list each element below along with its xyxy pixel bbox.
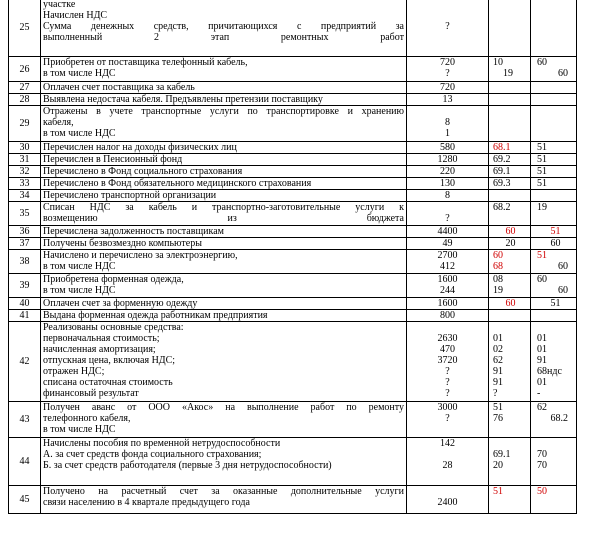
description-line: в том числе НДС [43,424,116,435]
row-number: 40 [9,298,41,310]
ledger-body [9,0,577,514]
operation-description [41,250,407,274]
amount-value: 1280 [437,154,458,165]
operation-description [41,486,407,514]
amount-value: 8 [445,190,450,201]
description-line: Реализованы основные средства: [43,322,184,333]
credit-account-cell [531,57,577,82]
operation-description [41,322,407,402]
table-row [9,82,577,94]
row-number: 45 [9,486,41,514]
credit-account-cell [531,402,577,438]
credit-account-cell [531,178,577,190]
credit-account: - [537,388,541,399]
amount-value [409,202,486,213]
amount-cell [407,94,489,106]
debit-account-cell [489,94,531,106]
credit-account-cell [531,238,577,250]
amount-value [409,449,486,460]
amount-value: 1 [445,128,450,139]
credit-account: 60 [558,285,568,296]
row-number: 29 [9,106,41,142]
debit-account: 69.2 [493,154,511,165]
row-number: 42 [9,322,41,402]
amount-cell [407,238,489,250]
credit-account: 70 [537,460,547,471]
credit-account: 01 [537,377,547,388]
debit-account-cell [489,438,531,486]
debit-account: 69.1 [493,166,511,177]
credit-account: 51 [537,250,547,261]
credit-account: 51 [537,166,547,177]
row-number: 39 [9,274,41,298]
table-row [9,274,577,298]
credit-account-cell [531,142,577,154]
debit-account: 02 [493,344,503,355]
amount-cell [407,438,489,486]
description-line: кабеля, [43,117,74,128]
description-line: Б. за счет средств работодателя (первые 3 дня нетрудоспособности) [43,460,332,471]
row-number: 36 [9,226,41,238]
description-line: Перечислено транспортной организации [43,190,217,201]
amount-cell [407,202,489,226]
debit-account-cell [489,0,531,57]
amount-value: 4400 [437,226,458,237]
amount-value: 2400 [437,497,458,508]
amount-value: ? [445,68,450,79]
amount-value: 1600 [437,298,458,309]
table-row [9,57,577,82]
amount-cell [407,274,489,298]
operation-description [41,238,407,250]
description-line: выполненный 2 этап ремонтных работ [43,32,404,43]
credit-account-cell [531,202,577,226]
credit-account: 60 [558,261,568,272]
credit-account-cell [531,274,577,298]
description-line: в том числе НДС [43,285,116,296]
table-row [9,166,577,178]
description-line: возмещению из бюджета [43,213,404,224]
operation-description [41,178,407,190]
amount-cell [407,402,489,438]
row-number: 32 [9,166,41,178]
operation-description [41,438,407,486]
amount-value [409,43,486,54]
row-number: 27 [9,82,41,94]
description-line: отражен НДС; [43,366,105,377]
debit-account: 19 [493,285,503,296]
amount-value: 2630 [437,333,458,344]
operation-description [41,94,407,106]
row-number: 31 [9,154,41,166]
amount-value: 244 [440,285,455,296]
debit-account-cell [489,154,531,166]
credit-account: 51 [550,298,561,309]
row-number: 30 [9,142,41,154]
table-row [9,178,577,190]
amount-cell [407,298,489,310]
table-row [9,0,577,57]
amount-value: 142 [440,438,455,449]
debit-account: 20 [505,238,516,249]
table-row [9,106,577,142]
operation-description [41,298,407,310]
credit-account-cell [531,310,577,322]
description-line: Списан НДС за кабель и транспортно-заготовительные услуги к [43,202,404,213]
amount-value: 412 [440,261,455,272]
amount-value [409,106,486,117]
credit-account: 60 [537,274,547,285]
amount-cell [407,166,489,178]
credit-account-cell [531,486,577,514]
amount-value: 3720 [437,355,458,366]
description-line: отпускная цена, включая НДС; [43,355,176,366]
table-row [9,94,577,106]
credit-account [537,424,574,435]
operation-description [41,226,407,238]
table-row [9,238,577,250]
credit-account: 60 [558,68,568,79]
description-line: Оплачен счет поставщика за кабель [43,82,195,93]
debit-account: 60 [505,298,516,309]
operation-description [41,310,407,322]
table-row [9,402,577,438]
amount-value: 1600 [437,274,458,285]
table-row [9,438,577,486]
row-number: 35 [9,202,41,226]
amount-value: ? [445,21,450,32]
amount-cell [407,154,489,166]
table-row [9,226,577,238]
credit-account: 68ндс [537,366,562,377]
description-line: Получено на расчетный счет за оказанные дополнительные услуги [43,486,404,497]
credit-account: 01 [537,333,547,344]
amount-cell [407,226,489,238]
amount-value: 28 [442,460,453,471]
credit-account-cell [531,0,577,57]
amount-value: ? [445,366,450,377]
debit-account-cell [489,178,531,190]
amount-cell [407,106,489,142]
credit-account-cell [531,298,577,310]
amount-cell [407,142,489,154]
row-number: 28 [9,94,41,106]
operation-description [41,57,407,82]
amount-cell [407,322,489,402]
description-line: финансовый результат [43,388,139,399]
table-row [9,190,577,202]
operation-description [41,274,407,298]
description-line: списана остаточная стоимость [43,377,173,388]
credit-account [537,322,574,333]
amount-value: 720 [440,82,455,93]
amount-cell [407,0,489,57]
description-line: Приобретен от поставщика телефонный кабель, [43,57,248,68]
table-row [9,202,577,226]
debit-account-cell [489,190,531,202]
credit-account-cell [531,82,577,94]
amount-value: 800 [440,310,455,321]
credit-account: 51 [537,142,547,153]
row-number: 43 [9,402,41,438]
operation-description [41,154,407,166]
amount-cell [407,190,489,202]
amount-value: 2700 [437,250,458,261]
credit-account: 51 [550,226,561,237]
debit-account-cell [489,166,531,178]
amount-value: 470 [440,344,455,355]
credit-account-cell [531,154,577,166]
amount-cell [407,82,489,94]
description-line: в том числе НДС [43,68,116,79]
amount-value: 8 [445,117,450,128]
credit-account-cell [531,250,577,274]
debit-account-cell [489,226,531,238]
debit-account: 91 [493,377,503,388]
operation-description [41,190,407,202]
amount-value: 3000 [437,402,458,413]
description-line: в том числе НДС [43,128,116,139]
credit-account-cell [531,106,577,142]
debit-account: 60 [505,226,516,237]
credit-account: 91 [537,355,547,366]
row-number: 26 [9,57,41,82]
credit-account: 68.2 [550,413,568,424]
debit-account: 69.3 [493,178,511,189]
amount-value [409,486,486,497]
debit-account-cell [489,486,531,514]
credit-account-cell [531,226,577,238]
amount-value: ? [445,388,450,399]
description-line: участке [43,0,76,10]
table-row [9,310,577,322]
debit-account: 19 [503,68,513,79]
row-number: 41 [9,310,41,322]
debit-account: 51 [493,402,503,413]
debit-account-cell [489,57,531,82]
debit-account-cell [489,402,531,438]
debit-account: 91 [493,366,503,377]
debit-account-cell [489,322,531,402]
debit-account [493,424,528,435]
row-number: 44 [9,438,41,486]
amount-value: 130 [440,178,455,189]
debit-account-cell [489,298,531,310]
ledger-table [8,0,577,514]
credit-account-cell [531,322,577,402]
amount-value [409,424,486,435]
description-line: начисленная амортизация; [43,344,156,355]
credit-account-cell [531,190,577,202]
amount-value [409,0,486,10]
debit-account [493,438,528,449]
table-row [9,154,577,166]
description-line: Перечислена задолженность поставщикам [43,226,224,237]
debit-account: 69.1 [493,449,511,460]
credit-account: 19 [537,202,547,213]
debit-account: 62 [493,355,503,366]
row-number: 25 [9,0,41,57]
amount-cell [407,250,489,274]
description-line: Получен аванс от ООО «Акос» на выполнение работ по ремонту [43,402,404,413]
debit-account [493,322,528,333]
operation-description [41,166,407,178]
debit-account-cell [489,142,531,154]
table-row [9,298,577,310]
table-row [9,142,577,154]
debit-account: 68.1 [493,142,511,153]
description-line: телефонного кабеля, [43,413,131,424]
operation-description [41,142,407,154]
debit-account: 01 [493,333,503,344]
amount-cell [407,486,489,514]
credit-account [537,438,574,449]
debit-account: ? [493,388,498,399]
amount-cell [407,310,489,322]
credit-account: 62 [537,402,547,413]
debit-account-cell [489,202,531,226]
debit-account: 68 [493,261,503,272]
description-line: Перечислен в Пенсионный фонд [43,154,183,165]
amount-cell [407,57,489,82]
amount-value: ? [445,413,450,424]
debit-account-cell [489,250,531,274]
credit-account-cell [531,166,577,178]
description-line: Выявлена недостача кабеля. Предъявлены претензии поставщику [43,94,323,105]
operation-description [41,106,407,142]
debit-account: 20 [493,460,503,471]
description-line: Выдана форменная одежда работникам предприятия [43,310,268,321]
debit-account: 68.2 [493,202,511,213]
description-line: связи населению в 4 квартале предыдущего года [43,497,250,508]
amount-value [409,10,486,21]
credit-account: 60 [537,57,547,68]
credit-account: 01 [537,344,547,355]
amount-value: 580 [440,142,455,153]
debit-account-cell [489,82,531,94]
debit-account: 76 [493,413,503,424]
amount-cell [407,178,489,190]
debit-account: 10 [493,57,503,68]
amount-value: 49 [442,238,453,249]
credit-account: 70 [537,449,547,460]
description-line: А. за счет средств фонда социального страхования; [43,449,262,460]
amount-value: 13 [442,94,453,105]
debit-account: 08 [493,274,503,285]
amount-value [409,32,486,43]
amount-value: ? [445,213,450,224]
description-line: Отражены в учете транспортные услуги по транспортировке и хранению [43,106,404,117]
operation-description [41,202,407,226]
debit-account-cell [489,274,531,298]
row-number: 34 [9,190,41,202]
description-line: Перечислено в Фонд социального страхования [43,166,243,177]
credit-account: 50 [537,486,547,497]
description-line: Получены безвозмездно компьютеры [43,238,202,249]
description-line: в том числе НДС [43,261,116,272]
debit-account-cell [489,238,531,250]
description-line: Начислены пособия по временной нетрудоспособности [43,438,281,449]
debit-account: 51 [493,486,503,497]
table-row [9,250,577,274]
credit-account: 51 [537,178,547,189]
debit-account: 60 [493,250,503,261]
description-line: первоначальная стоимость; [43,333,160,344]
table-row [9,322,577,402]
description-line: Оплачен счет за форменную одежду [43,298,198,309]
operation-description [41,0,407,57]
description-line: Перечислено в Фонд обязательного медицинского страхования [43,178,312,189]
row-number: 33 [9,178,41,190]
amount-value: 720 [440,57,455,68]
table-row [9,486,577,514]
credit-account-cell [531,94,577,106]
row-number: 37 [9,238,41,250]
credit-account: 51 [537,154,547,165]
description-line: Приобретена форменная одежда, [43,274,184,285]
description-line: Начислено и перечислено за электроэнергию, [43,250,238,261]
credit-account-cell [531,438,577,486]
credit-account: 60 [550,238,561,249]
debit-account-cell [489,106,531,142]
description-line: Начислен НДС [43,10,108,21]
description-line: Перечислен налог на доходы физических лиц [43,142,237,153]
debit-account-cell [489,310,531,322]
amount-value [409,322,486,333]
description-line: Сумма денежных средств, причитающихся с предприятий за [43,21,404,32]
operation-description [41,82,407,94]
amount-value: ? [445,377,450,388]
row-number: 38 [9,250,41,274]
operation-description [41,402,407,438]
amount-value: 220 [440,166,455,177]
